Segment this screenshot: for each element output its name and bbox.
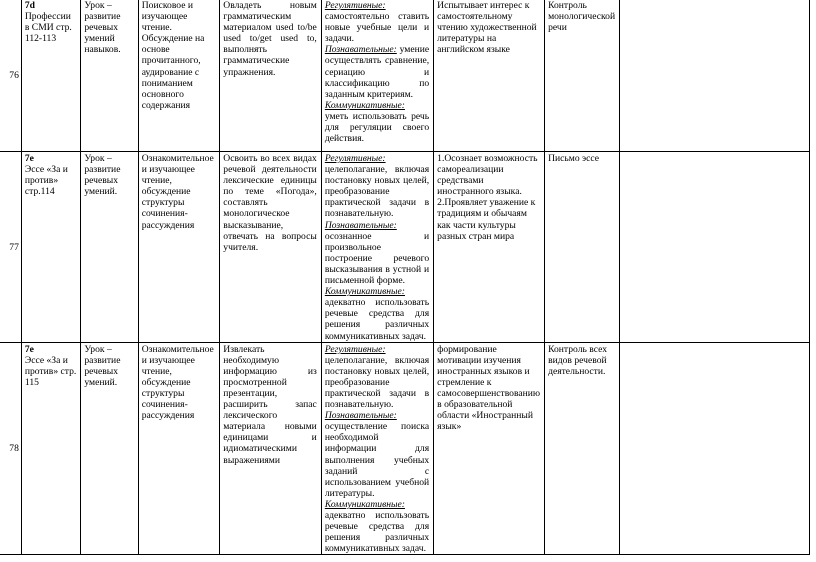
uud-text: самостоятельно ставить новые учебные цели и задачи.	[324, 11, 430, 45]
uud-label: Регулятивные:	[324, 153, 386, 164]
uud-text: целеполагание, включая постановку новых целей, преобразование практической задачи в познавательную.	[324, 354, 430, 411]
topic-cell	[21, 342, 80, 555]
lesson-type: Урок – развитие речевых умений.	[81, 342, 138, 555]
topic-cell	[21, 152, 80, 343]
uud-cell	[321, 342, 433, 555]
uud-label: Коммуникативные:	[324, 498, 405, 510]
lesson-type: Урок – развитие речевых умений навыков.	[81, 0, 138, 152]
uud-text: осознанное и произвольное построение речевого высказывания в устной и письменной форме.	[324, 230, 430, 287]
uud-label: Познавательные:	[324, 410, 397, 422]
control-cell: Контроль монологической речи	[545, 0, 620, 152]
uud-text: уметь использовать речь для регуляции своего действия.	[324, 110, 430, 145]
uud-text: адекватно использовать речевые средства для решения различных коммуникативных задач.	[324, 510, 430, 555]
uud-label: Коммуникативные:	[324, 99, 405, 111]
subject-result-cell: Освоить во всех видах речевой деятельности лексические единицы по теме «Погода», составлять монологическое высказывание, отвечать на вопросы учителя.	[220, 152, 322, 343]
empty-cell	[620, 152, 810, 343]
topic-code: 7d	[24, 0, 36, 11]
personal-result-cell: 1.Осознает возможность самореализации средствами иностранного языка. 2.Проявляет уважение к традициям и обычаям как части культуры разных стран мира	[434, 152, 545, 343]
control-cell: Письмо эссе	[545, 152, 620, 343]
uud-text: целеполагание, включая постановку новых целей, преобразование практической задачи в познавательную.	[324, 164, 430, 220]
topic-title: Профессии в СМИ стр. 112-113	[24, 11, 72, 45]
control-cell: Контроль всех видов речевой деятельности.	[545, 342, 620, 555]
personal-result-cell: формирование мотивации изучения иностранных языков и стремление к самосовершенствованию в образовательной области «Иностранный язык»	[434, 342, 545, 555]
empty-cell	[620, 342, 810, 555]
subject-result-cell: Извлекать необходимую информацию из просмотренной презентации, расширить запас лексического материала новыми единицами и идиоматическими выражениями	[220, 342, 322, 555]
table-row	[0, 0, 810, 152]
uud-label: Регулятивные:	[324, 0, 386, 11]
uud-cell	[321, 0, 433, 152]
lesson-number: 78	[0, 342, 21, 555]
uud-label: Коммуникативные:	[324, 286, 405, 298]
uud-text: осуществление поиска необходимой информации для выполнения учебных заданий с использованием учебной литературы.	[324, 421, 430, 499]
topic-title: Эссе «За и против» стр.114	[24, 164, 68, 198]
uud-label: Регулятивные:	[324, 343, 386, 355]
table-row	[0, 152, 810, 343]
lesson-number: 77	[0, 152, 21, 343]
topic-code: 7e	[24, 343, 34, 355]
uud-label: Познавательные:	[324, 44, 397, 56]
topic-cell	[21, 0, 80, 152]
subject-result-cell: Овладеть новым грамматическим материалом used to/be used to/get used to, выполнять грамматические упражнения.	[220, 0, 322, 152]
activity-cell: Ознакомительное и изучающее чтение, обсуждение структуры сочинения-рассуждения	[138, 342, 220, 555]
lesson-type: Урок – развитие речевых умений.	[81, 152, 138, 343]
topic-title: Эссе «За и против» стр. 115	[24, 354, 77, 388]
uud-label: Познавательные:	[324, 219, 397, 231]
topic-code: 7e	[24, 153, 34, 164]
table-row	[0, 342, 810, 555]
empty-cell	[620, 0, 810, 152]
activity-cell: Поисковое и изучающее чтение. Обсуждение на основе прочитанного, аудирование с пониманием основного содержания	[138, 0, 220, 152]
personal-result-cell: Испытывает интерес к самостоятельному чтению художественной литературы на английском языке	[434, 0, 545, 152]
activity-cell: Ознакомительное и изучающее чтение, обсуждение структуры сочинения-рассуждения	[138, 152, 220, 343]
uud-text: адекватно использовать речевые средства для решения различных коммуникативных задач.	[324, 297, 430, 342]
uud-cell	[321, 152, 433, 343]
uud-text: умение осуществлять сравнение, сериацию и классификацию по заданным критериям.	[324, 44, 430, 100]
lesson-number: 76	[0, 0, 21, 152]
